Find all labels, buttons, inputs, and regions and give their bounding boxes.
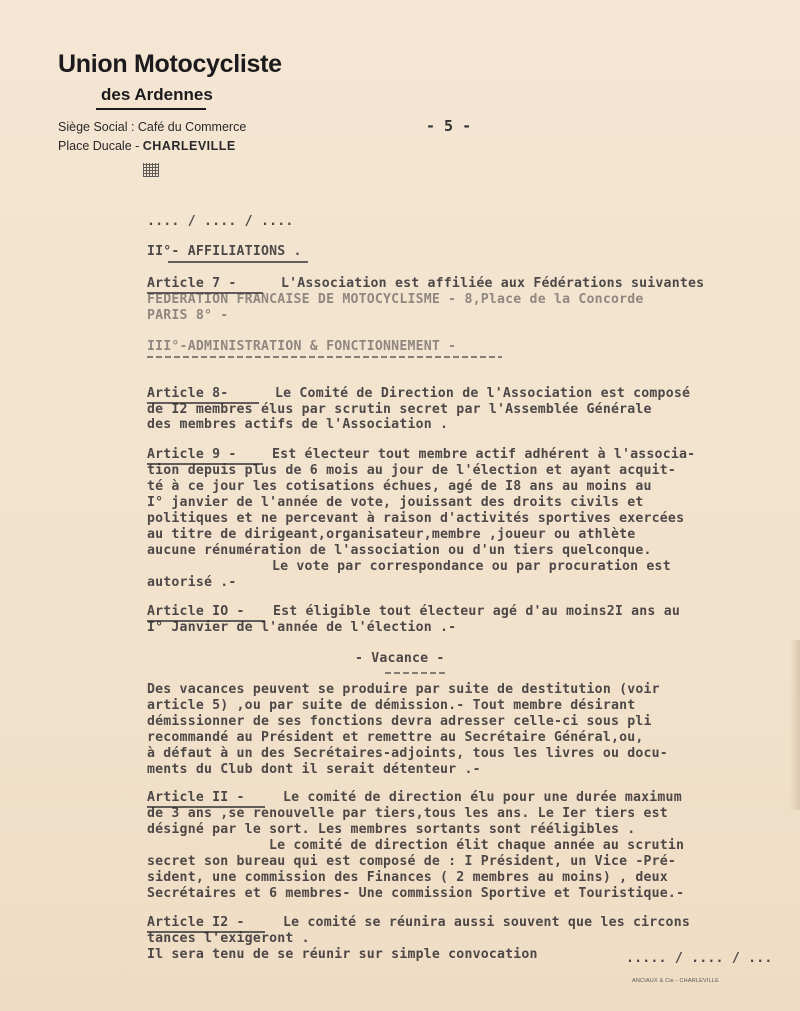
- vacance-line: démissionner de ses fonctions devra adresser celle-ci sous pli: [147, 714, 652, 729]
- vacance-line: recommandé au Président et remettre au Secrétaire Général,ou,: [147, 730, 644, 745]
- letterhead-title: Union Motocycliste: [58, 50, 282, 78]
- affiliations-heading: II°- AFFILIATIONS .: [147, 244, 302, 259]
- article-12-line: Le comité se réunira aussi souvent que les circons: [283, 915, 690, 930]
- article-12-line: Il sera tenu de se réunir sur simple convocation: [147, 947, 538, 962]
- article-7-line: L'Association est affiliée aux Fédérations suivantes: [281, 276, 705, 291]
- continuation-bottom: ..... / .... / ...: [626, 951, 773, 966]
- article-7-label: Article 7 -: [147, 276, 237, 291]
- article-9-label: Article 9 -: [147, 447, 237, 462]
- vacance-line: Des vacances peuvent se produire par suite de destitution (voir: [147, 682, 660, 697]
- dot-stamp-icon: [143, 163, 159, 177]
- address-prefix: Place Ducale -: [58, 139, 143, 153]
- article-9-line: té à ce jour les cotisations échues, agé de I8 ans au moins au: [147, 479, 652, 494]
- letterhead-address-line1: Siège Social : Café du Commerce: [58, 120, 247, 134]
- article-10-line: I° Janvier de l'année de l'élection .-: [147, 620, 457, 635]
- article-7-line: PARIS 8° -: [147, 308, 229, 323]
- article-11-line: Le comité de direction élit chaque année au scrutin: [269, 838, 685, 853]
- paper-edge-shadow: [790, 640, 800, 810]
- article-10-line: Est éligible tout électeur agé d'au moins2I ans au: [273, 604, 680, 619]
- article-12-line: tances l'exigeront .: [147, 931, 310, 946]
- letterhead-address-line2: [58, 139, 236, 153]
- article-11-line: sident, une commission des Finances ( 2 membres au moins) , deux: [147, 870, 668, 885]
- article-9-line: aucune rénumération de l'association ou d'un tiers quelconque.: [147, 543, 652, 558]
- article-11-label: Article II -: [147, 790, 245, 805]
- address-city: CHARLEVILLE: [142, 139, 236, 153]
- letterhead-underline: [96, 108, 206, 110]
- continuation-top: .... / .... / ....: [147, 214, 294, 229]
- page-number: - 5 -: [426, 117, 472, 135]
- printer-mark: ANCIAUX & Cie - CHARLEVILLE: [632, 978, 720, 984]
- vacance-heading-underline: [385, 672, 447, 674]
- article-11-line: de 3 ans ,se renouvelle par tiers,tous les ans. Le Ier tiers est: [147, 806, 668, 821]
- letterhead-subtitle: des Ardennes: [101, 85, 213, 104]
- article-9-line: I° janvier de l'année de vote, jouissant des droits civils et: [147, 495, 644, 510]
- article-9-line: politiques et ne percevant à raison d'activités sportives exercées: [147, 511, 685, 526]
- administration-heading-underline: [147, 356, 502, 358]
- article-11-line: Le comité de direction élu pour une durée maximum: [283, 790, 682, 805]
- vacance-line: à défaut à un des Secrétaires-adjoints, tous les livres ou docu-: [147, 746, 668, 761]
- vacance-line: ments du Club dont il serait détenteur .-: [147, 762, 481, 777]
- article-9-line: Est électeur tout membre actif adhérent à l'associa-: [272, 447, 696, 462]
- administration-heading: III°-ADMINISTRATION & FONCTIONNEMENT -: [147, 339, 457, 354]
- vacance-heading: - Vacance -: [355, 651, 445, 666]
- article-7-line: FEDERATION FRANCAISE DE MOTOCYCLISME - 8,Place de la Concorde: [147, 292, 644, 307]
- article-11-line: désigné par le sort. Les membres sortants sont rééligibles .: [147, 822, 636, 837]
- article-8-line: des membres actifs de l'Association .: [147, 417, 449, 432]
- article-8-label: Article 8-: [147, 386, 229, 401]
- affiliations-heading-underline: [168, 261, 308, 263]
- article-9-line: Le vote par correspondance ou par procuration est: [272, 559, 671, 574]
- article-11-line: Secrétaires et 6 membres- Une commission Sportive et Touristique.-: [147, 886, 685, 901]
- article-9-line: tion depuis plus de 6 mois au jour de l'élection et ayant acquit-: [147, 463, 677, 478]
- article-10-label: Article IO -: [147, 604, 245, 619]
- article-9-line: au titre de dirigeant,organisateur,membre ,joueur ou athlète: [147, 527, 636, 542]
- article-8-line: Le Comité de Direction de l'Association est composé: [275, 386, 691, 401]
- article-12-label: Article I2 -: [147, 915, 245, 930]
- article-11-line: secret son bureau qui est composé de : I Président, un Vice -Pré-: [147, 854, 677, 869]
- article-8-line: de I2 membres élus par scrutin secret par l'Assemblée Générale: [147, 402, 652, 417]
- article-9-line: autorisé .-: [147, 575, 237, 590]
- vacance-line: article 5) ,ou par suite de démission.- Tout membre désirant: [147, 698, 636, 713]
